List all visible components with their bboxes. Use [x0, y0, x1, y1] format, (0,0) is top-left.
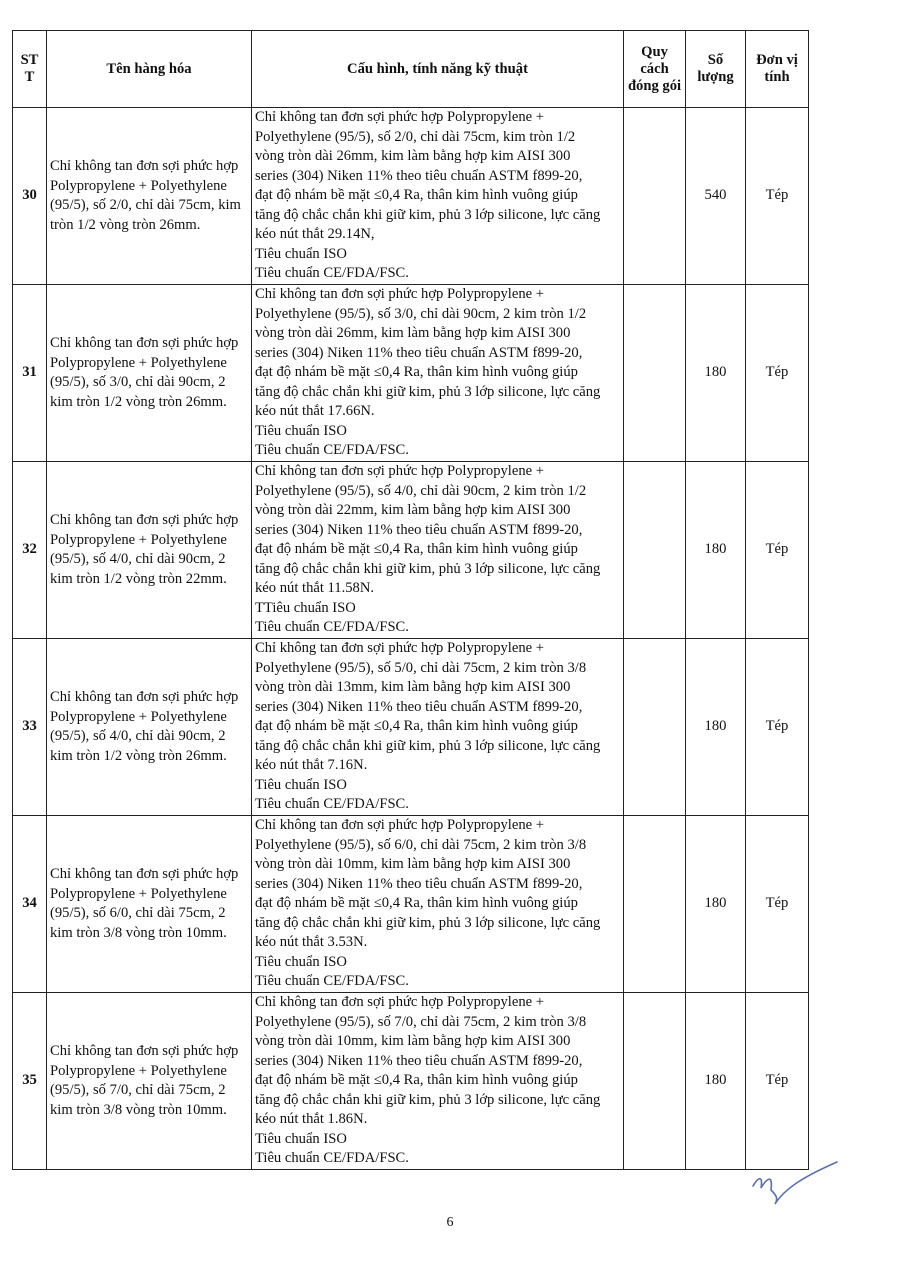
spec-line: tăng độ chắc chắn khi giữ kim, phủ 3 lớp silicone, lực căng: [255, 1091, 601, 1108]
header-spec: Cấu hình, tính năng kỹ thuật: [252, 31, 624, 108]
spec-line: series (304) Niken 11% theo tiêu chuẩn ASTM f899-20,: [255, 521, 583, 538]
spec-line: Tiêu chuẩn ISO: [255, 776, 347, 793]
row-packaging: [624, 108, 686, 285]
page-number: 6: [446, 1215, 454, 1230]
table-row: [13, 108, 809, 285]
header-quantity: Số lượng: [686, 31, 746, 108]
spec-line: Chỉ không tan đơn sợi phức hợp Polypropylene +: [255, 109, 544, 126]
goods-spec-table: [12, 30, 809, 1170]
row-packaging: [624, 993, 686, 1170]
spec-line: kéo nút thắt 7.16N.: [255, 757, 368, 774]
row-unit: Tép: [746, 993, 809, 1170]
spec-line: đạt độ nhám bề mặt ≤0,4 Ra, thân kim hình vuông giúp: [255, 541, 578, 558]
header-stt: ST T: [13, 31, 47, 108]
row-stt: 35: [13, 993, 47, 1170]
table-row: [13, 285, 809, 462]
spec-line: tăng độ chắc chắn khi giữ kim, phủ 3 lớp silicone, lực căng: [255, 560, 601, 577]
spec-line: Tiêu chuẩn CE/FDA/FSC.: [255, 265, 409, 282]
spec-line: đạt độ nhám bề mặt ≤0,4 Ra, thân kim hình vuông giúp: [255, 718, 578, 735]
spec-line: Tiêu chuẩn CE/FDA/FSC.: [255, 796, 409, 813]
row-name: Chỉ không tan đơn sợi phức hợp Polypropylene + Polyethylene (95/5), số 2/0, chỉ dài 75cm, kim tròn 1/2 vòng tròn 26mm.: [47, 108, 252, 285]
row-spec: [252, 993, 624, 1170]
spec-line: series (304) Niken 11% theo tiêu chuẩn ASTM f899-20,: [255, 875, 583, 892]
spec-line: kéo nút thắt 11.58N.: [255, 580, 375, 597]
row-spec: [252, 462, 624, 639]
spec-line: tăng độ chắc chắn khi giữ kim, phủ 3 lớp silicone, lực căng: [255, 383, 601, 400]
row-stt: 34: [13, 816, 47, 993]
spec-line: vòng tròn dài 10mm, kim làm bằng hợp kim AISI 300: [255, 856, 571, 873]
spec-line: kéo nút thắt 29.14N,: [255, 226, 375, 243]
spec-line: đạt độ nhám bề mặt ≤0,4 Ra, thân kim hình vuông giúp: [255, 187, 578, 204]
spec-line: Chỉ không tan đơn sợi phức hợp Polypropylene +: [255, 817, 544, 834]
spec-line: Tiêu chuẩn ISO: [255, 245, 347, 262]
row-quantity: 180: [686, 462, 746, 639]
row-unit: Tép: [746, 108, 809, 285]
spec-line: Chỉ không tan đơn sợi phức hợp Polypropylene +: [255, 286, 544, 303]
spec-line: TTiêu chuẩn ISO: [255, 599, 356, 616]
spec-line: Tiêu chuẩn CE/FDA/FSC.: [255, 619, 409, 636]
spec-line: Tiêu chuẩn ISO: [255, 422, 347, 439]
row-quantity: 180: [686, 816, 746, 993]
row-quantity: 180: [686, 285, 746, 462]
spec-line: kéo nút thắt 3.53N.: [255, 934, 368, 951]
spec-line: Polyethylene (95/5), số 6/0, chỉ dài 75cm, 2 kim tròn 3/8: [255, 836, 587, 853]
row-packaging: [624, 462, 686, 639]
table-row: [13, 639, 809, 816]
row-packaging: [624, 285, 686, 462]
spec-line: Tiêu chuẩn CE/FDA/FSC.: [255, 973, 409, 990]
row-spec: [252, 285, 624, 462]
row-spec: [252, 816, 624, 993]
spec-line: tăng độ chắc chắn khi giữ kim, phủ 3 lớp silicone, lực căng: [255, 737, 601, 754]
row-quantity: 540: [686, 108, 746, 285]
row-stt: 33: [13, 639, 47, 816]
table-row: [13, 816, 809, 993]
spec-line: kéo nút thắt 1.86N.: [255, 1111, 368, 1128]
row-unit: Tép: [746, 639, 809, 816]
spec-line: series (304) Niken 11% theo tiêu chuẩn ASTM f899-20,: [255, 698, 583, 715]
spec-line: Tiêu chuẩn ISO: [255, 1130, 347, 1147]
table-row: [13, 462, 809, 639]
spec-line: Tiêu chuẩn CE/FDA/FSC.: [255, 1150, 409, 1167]
spec-line: Chỉ không tan đơn sợi phức hợp Polypropylene +: [255, 994, 544, 1011]
header-packaging: Quy cách đóng gói: [624, 31, 686, 108]
spec-line: Chỉ không tan đơn sợi phức hợp Polypropylene +: [255, 463, 544, 480]
spec-line: vòng tròn dài 10mm, kim làm bằng hợp kim AISI 300: [255, 1033, 571, 1050]
spec-line: series (304) Niken 11% theo tiêu chuẩn ASTM f899-20,: [255, 1052, 583, 1069]
row-unit: Tép: [746, 462, 809, 639]
row-name: Chỉ không tan đơn sợi phức hợp Polypropylene + Polyethylene (95/5), số 3/0, chỉ dài 90cm, 2 kim tròn 1/2 vòng tròn 26mm.: [47, 285, 252, 462]
row-unit: Tép: [746, 285, 809, 462]
row-stt: 32: [13, 462, 47, 639]
header-unit: Đơn vị tính: [746, 31, 809, 108]
spec-line: vòng tròn dài 22mm, kim làm bằng hợp kim AISI 300: [255, 502, 571, 519]
row-packaging: [624, 816, 686, 993]
spec-line: vòng tròn dài 26mm, kim làm bằng hợp kim AISI 300: [255, 148, 571, 165]
spec-line: Polyethylene (95/5), số 4/0, chỉ dài 90cm, 2 kim tròn 1/2: [255, 482, 587, 499]
spec-line: Chỉ không tan đơn sợi phức hợp Polypropylene +: [255, 640, 544, 657]
row-spec: [252, 108, 624, 285]
row-spec: [252, 639, 624, 816]
row-name: Chỉ không tan đơn sợi phức hợp Polypropylene + Polyethylene (95/5), số 6/0, chỉ dài 75cm, 2 kim tròn 3/8 vòng tròn 10mm.: [47, 816, 252, 993]
spec-line: Polyethylene (95/5), số 5/0, chỉ dài 75cm, 2 kim tròn 3/8: [255, 659, 587, 676]
spec-line: đạt độ nhám bề mặt ≤0,4 Ra, thân kim hình vuông giúp: [255, 895, 578, 912]
spec-line: series (304) Niken 11% theo tiêu chuẩn ASTM f899-20,: [255, 344, 583, 361]
handwritten-signature: [745, 1158, 845, 1208]
spec-line: kéo nút thắt 17.66N.: [255, 403, 375, 420]
spec-line: tăng độ chắc chắn khi giữ kim, phủ 3 lớp silicone, lực căng: [255, 914, 601, 931]
row-quantity: 180: [686, 639, 746, 816]
spec-line: đạt độ nhám bề mặt ≤0,4 Ra, thân kim hình vuông giúp: [255, 1072, 578, 1089]
row-name: Chỉ không tan đơn sợi phức hợp Polypropylene + Polyethylene (95/5), số 4/0, chỉ dài 90cm, 2 kim tròn 1/2 vòng tròn 26mm.: [47, 639, 252, 816]
spec-line: Tiêu chuẩn ISO: [255, 953, 347, 970]
table-row: [13, 993, 809, 1170]
spec-line: series (304) Niken 11% theo tiêu chuẩn ASTM f899-20,: [255, 167, 583, 184]
spec-line: tăng độ chắc chắn khi giữ kim, phủ 3 lớp silicone, lực căng: [255, 206, 601, 223]
row-stt: 30: [13, 108, 47, 285]
spec-line: Polyethylene (95/5), số 7/0, chỉ dài 75cm, 2 kim tròn 3/8: [255, 1013, 587, 1030]
row-quantity: 180: [686, 993, 746, 1170]
header-name: Tên hàng hóa: [47, 31, 252, 108]
row-stt: 31: [13, 285, 47, 462]
spec-line: Polyethylene (95/5), số 2/0, chỉ dài 75cm, kim tròn 1/2: [255, 128, 576, 145]
spec-line: Polyethylene (95/5), số 3/0, chỉ dài 90cm, 2 kim tròn 1/2: [255, 305, 587, 322]
table-header-row: [13, 31, 809, 108]
spec-line: đạt độ nhám bề mặt ≤0,4 Ra, thân kim hình vuông giúp: [255, 364, 578, 381]
row-name: Chỉ không tan đơn sợi phức hợp Polypropylene + Polyethylene (95/5), số 4/0, chỉ dài 90cm, 2 kim tròn 1/2 vòng tròn 22mm.: [47, 462, 252, 639]
row-name: Chỉ không tan đơn sợi phức hợp Polypropylene + Polyethylene (95/5), số 7/0, chỉ dài 75cm, 2 kim tròn 3/8 vòng tròn 10mm.: [47, 993, 252, 1170]
row-packaging: [624, 639, 686, 816]
spec-line: vòng tròn dài 13mm, kim làm bằng hợp kim AISI 300: [255, 679, 571, 696]
spec-line: vòng tròn dài 26mm, kim làm bằng hợp kim AISI 300: [255, 325, 571, 342]
spec-line: Tiêu chuẩn CE/FDA/FSC.: [255, 442, 409, 459]
row-unit: Tép: [746, 816, 809, 993]
